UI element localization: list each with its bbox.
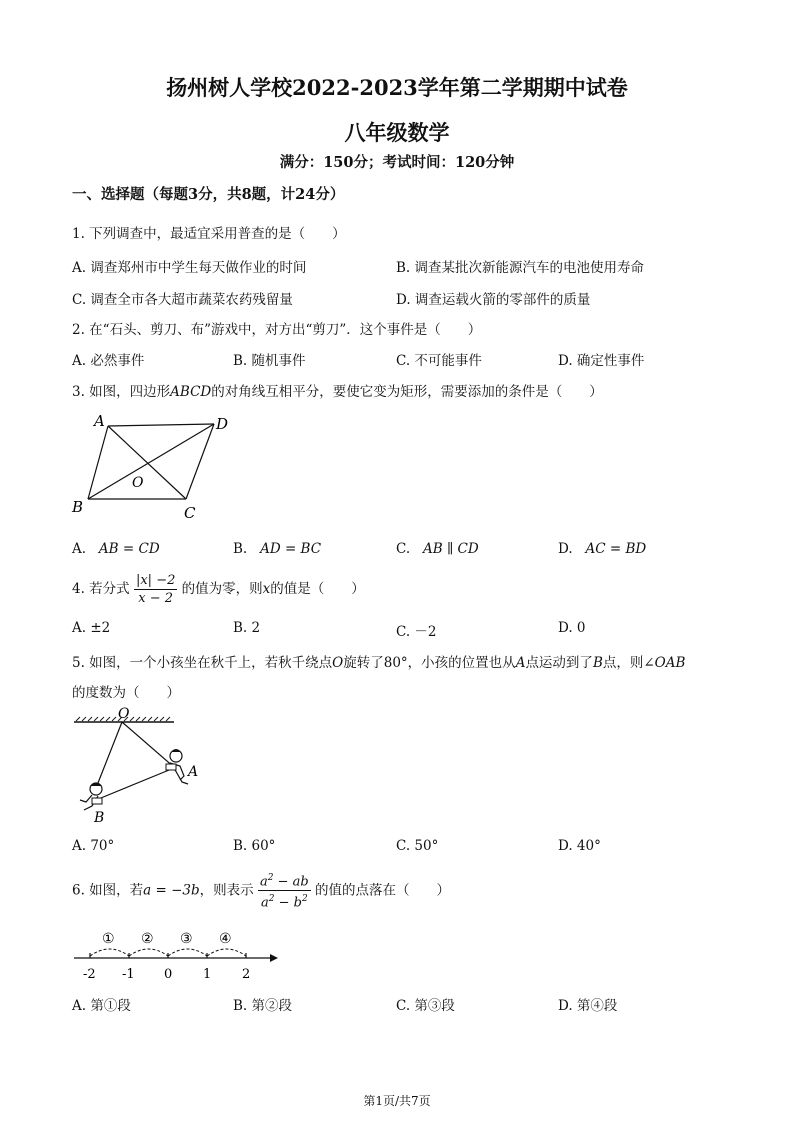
question-2-stem: 2. 在“石头、剪刀、布”游戏中，对方出“剪刀”．这个事件是（ ）	[72, 322, 482, 338]
swing-label-a: A	[188, 764, 199, 780]
q4-fraction: $\frac{|x| -2}{x - 2}$	[135, 573, 176, 606]
q6-fraction: $\frac{a^2 - ab}{a^2 - b^2}$	[258, 870, 311, 912]
q1-option-b: B. 调查某批次新能源汽车的电池使用寿命	[396, 260, 645, 276]
label-a: A	[94, 412, 105, 430]
page-number: 第1页/共7页	[363, 1094, 431, 1108]
q2-option-a: A. 必然事件	[72, 353, 145, 369]
q3-option-d: D. AC = BD	[558, 541, 647, 557]
question-5-stem: 5. 如图，一个小孩坐在秋千上，若秋千绕点O旋转了80°，小孩的位置也从A点运动到了B点，则∠OAB	[72, 655, 686, 671]
swing-label-o: O	[118, 706, 130, 722]
q3-option-b: B. AD = BC	[233, 541, 322, 557]
q3-option-c: C. AB ∥ CD	[396, 541, 479, 557]
swing-label-b: B	[94, 810, 105, 826]
exam-info: 满分：150分；考试时间：120分钟	[279, 154, 515, 171]
number-line-figure	[70, 926, 280, 986]
parallelogram-figure	[66, 408, 246, 524]
q5-option-a: A. 70°	[72, 838, 115, 854]
q5-option-b: B. 60°	[233, 838, 276, 854]
section-heading: 一、选择题（每题3分，共8题，计24分）	[72, 186, 345, 203]
q3-option-a: A. AB = CD	[72, 541, 160, 557]
q5-option-d: D. 40°	[558, 838, 601, 854]
question-5-stem-line2: 的度数为（ ）	[72, 685, 180, 701]
q6-option-d: D. 第④段	[558, 998, 618, 1014]
segment-4: ④	[219, 931, 232, 947]
q6-option-a: A. 第①段	[72, 998, 131, 1014]
q4-option-b: B. 2	[233, 620, 261, 636]
q2-option-d: D. 确定性事件	[558, 353, 645, 369]
tick-label-neg1: -1	[122, 967, 135, 982]
q4-option-d: D. 0	[558, 620, 586, 636]
question-6-stem: 6. 如图，若a = −3b，则表示 $\frac{a^2 - ab}{a^2 - b^2}$ 的值的点落在（ ）	[72, 870, 450, 912]
segment-2: ②	[141, 931, 154, 947]
q1-option-a: A. 调查郑州市中学生每天做作业的时间	[72, 260, 307, 276]
tick-label-0: 0	[164, 967, 173, 982]
q4-option-c: C. －2	[396, 624, 437, 640]
segment-3: ③	[180, 931, 193, 947]
tick-label-1: 1	[203, 967, 212, 982]
tick-label-neg2: -2	[83, 967, 96, 982]
q6-option-b: B. 第②段	[233, 998, 293, 1014]
q5-option-c: C. 50°	[396, 838, 439, 854]
q1-option-c: C. 调查全市各大超市蔬菜农药残留量	[72, 292, 293, 308]
swing-figure	[70, 706, 210, 828]
q4-option-a: A. ±2	[72, 620, 111, 636]
tick-label-2: 2	[242, 967, 251, 982]
q1-option-d: D. 调查运载火箭的零部件的质量	[396, 292, 591, 308]
label-o: O	[132, 475, 144, 491]
child-a-figure	[166, 749, 188, 784]
q6-option-c: C. 第③段	[396, 998, 455, 1014]
question-4-stem: 4. 若分式 $\frac{|x| -2}{x - 2}$ 的值为零，则x的值是（ ）	[72, 573, 365, 606]
subject-title: 八年级数学	[344, 120, 450, 145]
exam-title: 扬州树人学校2022-2023学年第二学期期中试卷	[166, 75, 628, 100]
segment-1: ①	[102, 931, 115, 947]
child-b-figure	[80, 783, 102, 810]
q2-option-c: C. 不可能事件	[396, 353, 482, 369]
label-c: C	[184, 504, 196, 522]
question-3-stem: 3. 如图，四边形ABCD的对角线互相平分，要使它变为矩形，需要添加的条件是（ ）	[72, 384, 603, 400]
label-b: B	[72, 498, 84, 516]
question-1-stem: 1. 下列调查中，最适宜采用普查的是（ ）	[72, 226, 346, 242]
q2-option-b: B. 随机事件	[233, 353, 306, 369]
label-d: D	[216, 415, 229, 433]
